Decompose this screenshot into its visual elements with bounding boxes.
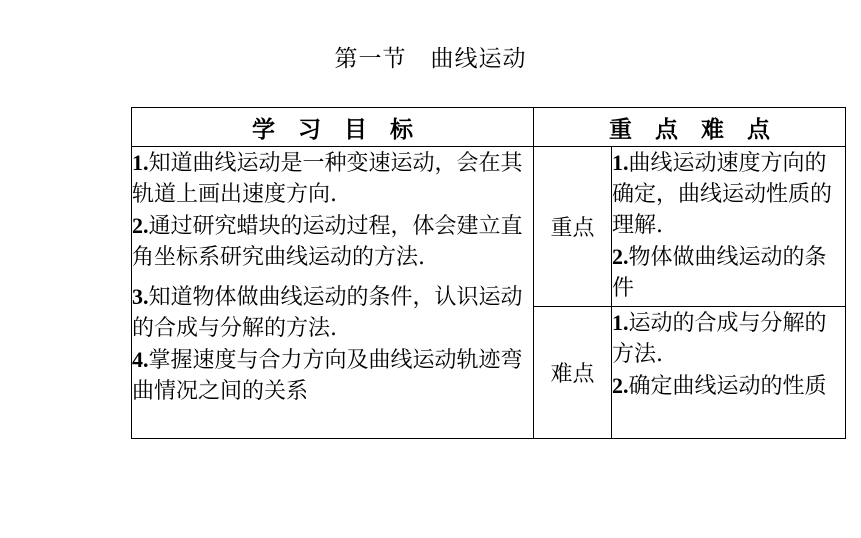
key-points-cell [612, 147, 846, 307]
difficult-point-item: 1.运动的合成与分解的方法. [612, 310, 827, 367]
goal-item: 3.知道物体做曲线运动的条件，认识运动的合成与分解的方法. [132, 284, 523, 341]
difficult-points-label: 难点 [534, 307, 612, 439]
goal-item: 4.掌握速度与合力方向及曲线运动轨迹弯曲情况之间的关系 [132, 347, 523, 404]
difficult-points-cell [612, 307, 846, 439]
page-title: 第一节 曲线运动 [334, 46, 527, 72]
goal-item: 2.通过研究蜡块的运动过程，体会建立直角坐标系研究曲线运动的方法. [132, 213, 523, 270]
header-key-difficult-points: 重 点 难 点 [534, 108, 846, 147]
key-point-item: 1.曲线运动速度方向的确定，曲线运动性质的理解. [612, 150, 833, 238]
learning-goals-cell [132, 147, 534, 439]
header-learning-goals: 学 习 目 标 [132, 108, 534, 147]
difficult-point-item: 2.确定曲线运动的性质 [612, 373, 827, 399]
key-point-item: 2.物体做曲线运动的条件 [612, 244, 827, 301]
objectives-table [131, 107, 846, 439]
goal-item: 1.知道曲线运动是一种变速运动，会在其轨道上画出速度方向. [132, 150, 523, 207]
key-points-label: 重点 [534, 147, 612, 307]
